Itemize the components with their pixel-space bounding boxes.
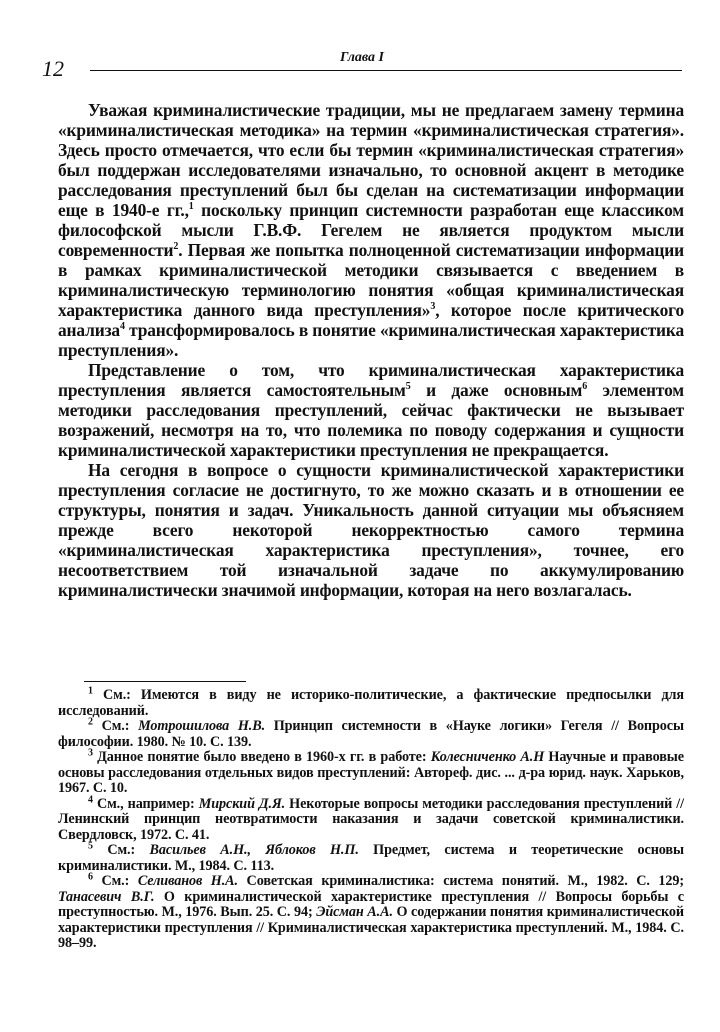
footnote-ref: 2 <box>173 241 179 253</box>
paragraph: На сегодня в вопросе о сущности криминалистической характеристики преступления согласие не достигнуто, то же можно сказать и в отношении ее структуры, понятия и задач. Уникальность данной ситуации мы объясняем прежде всего некоторой некорректностью самого термина «криминалистическая характеристика преступления», точнее, его несоответствием той изначальной задаче по аккумулированию криминалистически значимой информации, которая на него возлагалась. <box>58 460 684 600</box>
header-rule <box>90 70 682 71</box>
chapter-title: Глава I <box>339 50 384 65</box>
running-header <box>42 50 682 81</box>
footnote-ref: 5 <box>405 381 411 393</box>
footnote: $^2$ См.: Мотрошилова Н.В. Принцип системности в «Науке логики» Гегеля // Вопросы философии. 1980. № 10. С. 139. <box>58 716 684 750</box>
footnote: $^4$ См., например: Мирский Д.Я. Некоторые вопросы методики расследования преступлений // Ленинский принцип неотвратимости наказания и задачи советской криминалистики. Свердловск, 1972. С. 41. <box>58 793 684 843</box>
paragraph: Уважая криминалистические традиции, мы не предлагаем замену термина «криминалистическая методика» на термин «криминалистическая стратегия». Здесь просто отмечается, что если бы термин «криминалистическая стратегия» был поддержан исследователями изначально, то основной акцент в методике расследования преступлений был бы сделан на систематизации информации еще в 1940-е гг.,$^1$ поскольку принцип системности разработан еще классиком философской мысли Г.В.Ф. Гегелем не является продуктом мысли современности$^2$. Первая же попытка полноценной систематизации информации в рамках криминалистической методики связывается с введением в криминалистическую терминологию понятия «общая криминалистическая характеристика данного вида преступления»$^3$, которое после критического анализа$^4$ трансформировалось в понятие «криминалистическая характеристика преступления». <box>58 100 684 360</box>
footnote-ref: 4 <box>119 321 125 333</box>
footnote: $^3$ Данное понятие было введено в 1960-х гг. в работе: Колесниченко А.Н Научные и правовые основы расследования отдельных видов преступлений: Автореф. дис. ... д-ра юрид. наук. Харьков, 1967. С. 10. <box>58 747 684 796</box>
footnote: $^5$ См.: Васильев А.Н., Яблоков Н.П. Предмет, система и теоретические основы криминалистики. М., 1984. С. 113. <box>58 840 684 874</box>
paragraph: Представление о том, что криминалистическая характеристика преступления является самостоятельным$^5$ и даже основным$^6$ элементом методики расследования преступлений, сейчас фактически не вызывает возражений, несмотря на то, что полемика по поводу содержания и сущности криминалистической характеристики преступления не прекращается. <box>58 360 684 460</box>
main-text <box>58 100 684 600</box>
footnote-ref: 6 <box>582 381 588 393</box>
footnotes <box>58 685 684 952</box>
footnote-ref: 1 <box>188 201 194 213</box>
footnote: $^1$ См.: Имеются в виду не историко-политические, а фактические предпосылки для исследований. <box>58 685 684 719</box>
footnote-separator <box>84 681 246 682</box>
footnote-ref: 3 <box>430 301 436 313</box>
page-number: 12 <box>42 56 64 81</box>
footnote: $^6$ См.: Селиванов Н.А. Советская криминалистика: система понятий. М., 1982. С. 129; Танасевич В.Г. О криминалистической характеристике преступления // Вопросы борьбы с преступностью. М., 1976. Вып. 25. С. 94; Эйсман А.А. О содержании понятия криминалистической характеристики преступления // Криминалистическая характеристика преступлений. М., 1984. С. 98–99. <box>58 871 684 951</box>
